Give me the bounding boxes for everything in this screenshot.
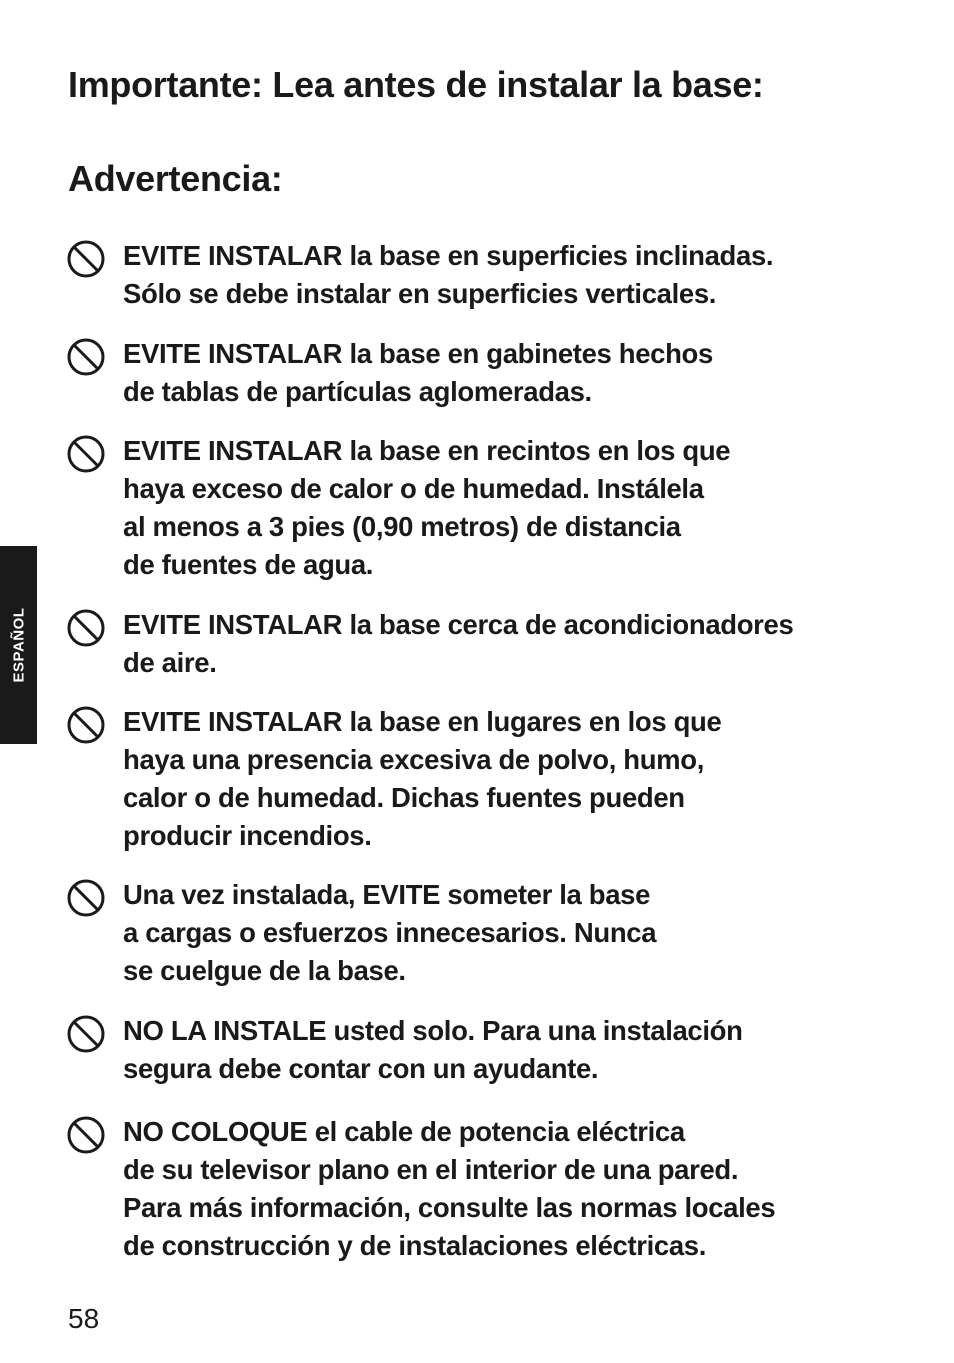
prohibition-icon <box>66 337 106 377</box>
prohibition-icon <box>66 434 106 474</box>
warning-line: Una vez instalada, EVITE someter la base <box>123 879 651 910</box>
warning-line: a cargas o esfuerzos innecesarios. Nunca <box>123 917 657 948</box>
warning-line: NO LA INSTALE usted solo. Para una instalación <box>123 1015 743 1046</box>
warning-line: EVITE INSTALAR la base en superficies inclinadas. <box>123 240 774 271</box>
warning-text <box>123 1113 923 1265</box>
warning-text <box>123 237 923 313</box>
warning-line: EVITE INSTALAR la base en gabinetes hechos <box>123 338 713 369</box>
warning-text <box>123 703 923 855</box>
warning-line: de fuentes de agua. <box>123 549 374 580</box>
page-title: Importante: Lea antes de instalar la base: <box>68 64 764 105</box>
prohibition-icon <box>66 1115 106 1155</box>
warning-line: EVITE INSTALAR la base cerca de acondicionadores <box>123 609 794 640</box>
warning-line: de su televisor plano en el interior de una pared. <box>123 1154 739 1185</box>
warning-line: de tablas de partículas aglomeradas. <box>123 376 592 407</box>
warning-text <box>123 1012 923 1088</box>
warning-line: EVITE INSTALAR la base en recintos en los que <box>123 435 731 466</box>
language-tab <box>0 546 37 744</box>
warning-line: haya exceso de calor o de humedad. Instálela <box>123 473 704 504</box>
prohibition-icon <box>66 878 106 918</box>
prohibition-icon <box>66 239 106 279</box>
warning-line: EVITE INSTALAR la base en lugares en los que <box>123 706 722 737</box>
prohibition-icon <box>66 608 106 648</box>
warning-text <box>123 876 923 990</box>
warning-line: Para más información, consulte las normas locales <box>123 1192 776 1223</box>
warning-line: producir incendios. <box>123 820 372 851</box>
prohibition-icon <box>66 1014 106 1054</box>
warning-text <box>123 335 923 411</box>
warning-text <box>123 606 923 682</box>
warning-line: de construcción y de instalaciones eléctricas. <box>123 1230 707 1261</box>
warning-line: Sólo se debe instalar en superficies verticales. <box>123 278 717 309</box>
warning-line: haya una presencia excesiva de polvo, humo, <box>123 744 705 775</box>
warning-line: al menos a 3 pies (0,90 metros) de distancia <box>123 511 681 542</box>
warning-line: segura debe contar con un ayudante. <box>123 1053 599 1084</box>
warning-line: de aire. <box>123 647 217 678</box>
warning-line: calor o de humedad. Dichas fuentes pueden <box>123 782 685 813</box>
warning-heading: Advertencia: <box>68 158 283 199</box>
prohibition-icon <box>66 705 106 745</box>
warning-text <box>123 432 923 584</box>
warning-line: se cuelgue de la base. <box>123 955 406 986</box>
page-number: 58 <box>68 1303 100 1334</box>
language-tab-label: ESPAÑOL <box>10 607 27 683</box>
warning-line: NO COLOQUE el cable de potencia eléctrica <box>123 1116 685 1147</box>
